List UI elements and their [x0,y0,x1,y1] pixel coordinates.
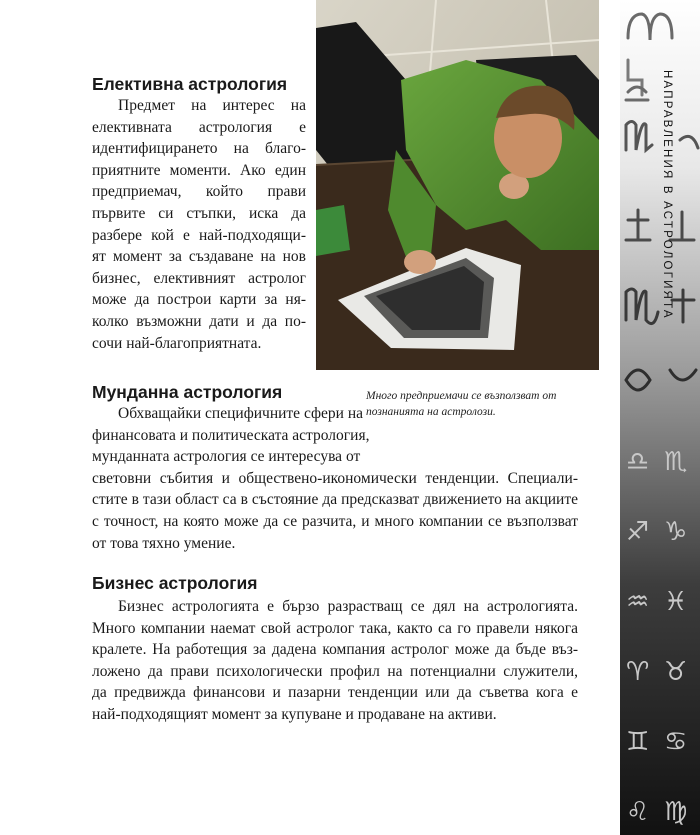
text-line: елективната астрология е [92,118,306,136]
electional-paragraph [92,95,306,354]
text-line: идентифицирането на благо- [92,140,306,158]
text-line: световни събития и обществено-икономически тенденции. Специали- [92,469,578,487]
text-line: приятните моменти. Ако един [92,161,306,179]
text-line: финансовата и политическата астрология, [92,426,370,444]
text-line: мунданната астрология се интересува от [92,448,361,466]
mundane-paragraph [92,403,578,554]
svg-text:♌: ♌ [626,797,650,827]
svg-text:♒: ♒ [626,587,650,617]
text-line: колко възможни дати и да по- [92,312,306,330]
chapter-side-title: НАПРАВЛЕНИЯ В АСТРОЛОГИЯТА [661,70,673,320]
electional-heading: Елективна астрология [92,74,288,94]
svg-text:♊: ♊ [626,727,650,757]
text-line: Бизнес астрологията е бързо разрастващ се дял на астрологията. [118,598,578,615]
svg-text:♈: ♈ [626,657,650,687]
svg-text:♏: ♏ [664,447,688,477]
text-line: първите си стъпки, иска да [92,204,306,222]
text-line: най-подходящият момент за купуване и продаване на активи. [92,705,497,723]
text-line: ложено да прави психологически профил на потенциални служители, [92,662,578,680]
text-line: може да построи карти за ня- [92,291,306,309]
svg-text:♎: ♎ [626,447,650,477]
text-line: с точност, на която може да се разчита, и много компании се възползват [92,512,578,530]
business-heading: Бизнес астрология [92,573,258,593]
text-line: да предвижда финансови и пазарни тенденции или да съветва кога е [92,684,578,702]
text-line: стите в тази област са в състояние да предсказват движението на акциите [92,491,578,509]
text-line: бизнес, елективният астролог [92,269,306,287]
text-line: от това тяхно умение. [92,534,236,552]
text-line: сочи най-благоприятната. [92,334,262,352]
businessman-photo [316,0,599,370]
svg-text:♐: ♐ [626,517,650,547]
svg-text:♋: ♋ [664,727,688,757]
text-line: ят момент за създаване на нов [92,248,306,266]
text-line: предприемач, който прави [92,183,306,201]
mundane-heading: Мунданна астрология [92,382,283,402]
svg-text:♓: ♓ [664,587,688,617]
text-line: разбере кой е най-подходящи- [92,226,306,244]
business-paragraph [92,596,578,726]
svg-text:♑: ♑ [664,517,688,547]
text-line: Предмет на интерес на [118,97,306,114]
text-line: Много компании наемат свой астролог така, както са го правели някога [92,619,578,637]
svg-text:♉: ♉ [664,657,688,687]
photo-caption: Много предприемачи се възползват от познанията на астролози. [366,390,557,418]
text-line: Обхващайки специфичните сфери на [118,405,364,422]
text-line: кралете. На работещия за дадена компания астролог може да бъде въз- [92,641,578,659]
svg-text:♍: ♍ [664,797,688,827]
